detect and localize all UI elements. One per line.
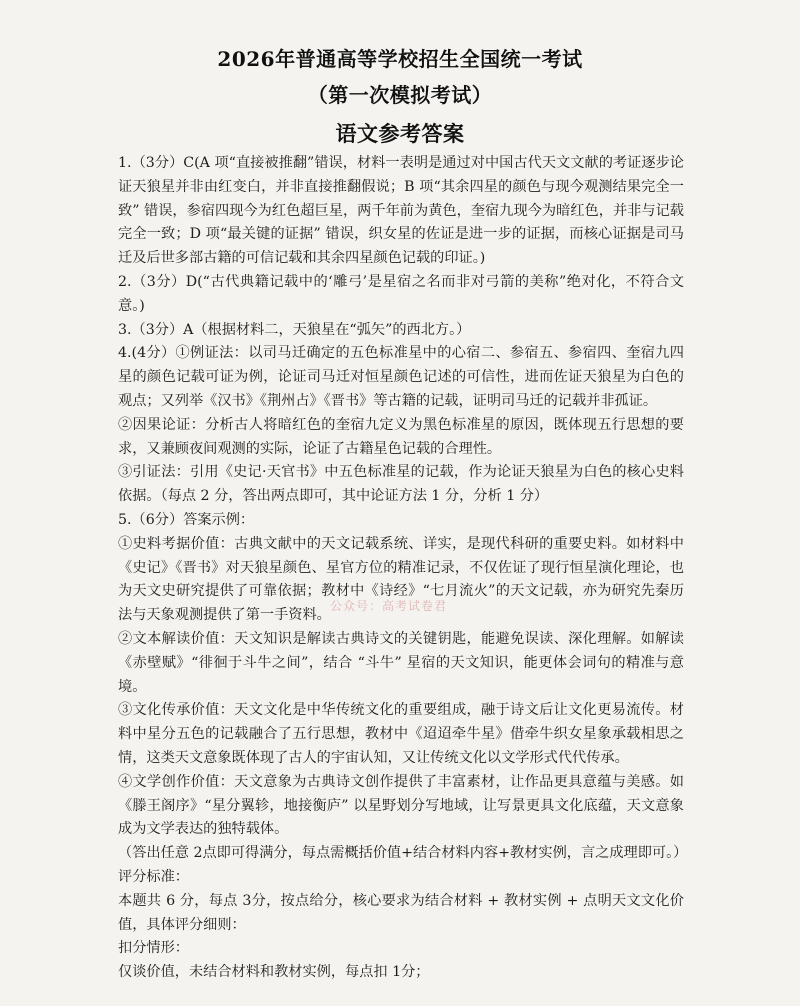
title-block [0, 0, 800, 152]
answer-q4-point-3: ③引证法：引用《史记·天官书》中五色标准星的记载，作为论证天狼星为白色的核心史料依据。（每点 2 分，答出两点即可，其中论证方法 1 分，分析 1 分） [118, 464, 684, 505]
answer-q5-point-2: ②文本解读价值：天文知识是解读古典诗文的关键钥匙，能避免误读、深化理解。如解读《赤壁赋》“徘徊于斗牛之间”，结合 “斗牛” 星宿的天文知识，能更体会词句的精准与意境。 [118, 630, 684, 695]
answer-q3: 3.（3分）A（根据材料二，天狼星在“弧矢”的西北方。） [118, 321, 471, 338]
answer-q5-point-3: ③文化传承价值：天文文化是中华传统文化的重要组成，融于诗文后让文化更易流传。材料中星分五色的记载融合了五行思想，教材中《迢迢牵牛星》借牵牛织女星象承载相思之情，这类天文意象既体现了古人的宇宙认知，又让传统文化以文学形式代代传承。 [118, 702, 684, 766]
answer-q4: 4.(4分）①例证法：以司马迁确定的五色标准星中的心宿二、参宿五、参宿四、奎宿九四星的颜色记载可证为例，论证司马迁对恒星颜色记述的可信性，进而佐证天狼星为白色的观点；又列举《汉书》《荆州占》《晋书》等古籍的记载，证明司马迁的记载并非孤证。 [118, 345, 684, 409]
scoring-standard-text: 本题共 6 分，每点 3分，按点给分，核心要求为结合材料 + 教材实例 + 点明天文文化价值，具体评分细则： [118, 892, 684, 933]
exam-subtitle: （第一次模拟考试） [307, 83, 493, 107]
answer-q5-point-1: ①史料考据价值：古典文献中的天文记载系统、详实，是现代科研的重要史料。如材料中《史记》《晋书》对天狼星颜色、星官方位的精准记录，不仅佐证了现行恒星演化理论，也为天文史研究提供了可靠依据；教材中《诗经》“七月流火”的天文记载，亦为研究先秦历法与天象观测提供了第一手资料。 [118, 535, 684, 624]
deduction-label: 扣分情形： [118, 940, 189, 957]
answer-q5-point-4: ④文学创作价值：天文意象为古典诗文创作提供了丰富素材，让作品更具意蕴与美感。如《滕王阁序》“星分翼轸，地接衡庐” 以星野划分写地域，让写景更具文化底蕴，天文意象成为文学表达的独特载体。 [118, 773, 684, 838]
deduction-rule: 仅谈价值，未结合材料和教材实例，每点扣 1分； [118, 964, 430, 981]
answer-q5: 5.（6分）答案示例： [118, 511, 255, 528]
answer-q2: 2.（3分）D(“古代典籍记载中的‘雕弓’是星宿之名而非对弓箭的美称”绝对化，不符合文意。) [118, 273, 684, 314]
answer-q5-note: （答出任意 2点即可得满分，每点需概括价值+结合材料内容+教材实例，言之成理即可。） [118, 845, 688, 862]
exam-title: 2026年普通高等学校招生全国统一考试 [217, 47, 583, 71]
answer-key-heading: 语文参考答案 [335, 121, 465, 146]
answer-q1: 1.（3分）C(A 项“直接被推翻”错误，材料一表明是通过对中国古代天文文献的考证逐步论证天狼星并非由红变白，并非直接推翻假说；B 项“其余四星的颜色与现今观测结果完全一致” 错误，参宿四现今为红色超巨星，两千年前为黄色，奎宿九现今为暗红色，并非与记载完全一致；D 项“最关键的证据” 错误，织女星的佐证是进一步的证据，而核心证据是司马迁及后世多部古籍的可信记载和其余四星颜色记载的印证。) [118, 155, 684, 267]
watermark: 公众号：高考试卷君 [330, 599, 448, 613]
scoring-standard-label: 评分标准： [118, 868, 189, 885]
answer-q4-point-2: ②因果论证：分析古人将暗红色的奎宿九定义为黑色标准星的原因，既体现五行思想的要求，又兼顾夜间观测的实际，论证了古籍星色记载的合理性。 [118, 416, 684, 457]
answer-body [118, 152, 688, 985]
